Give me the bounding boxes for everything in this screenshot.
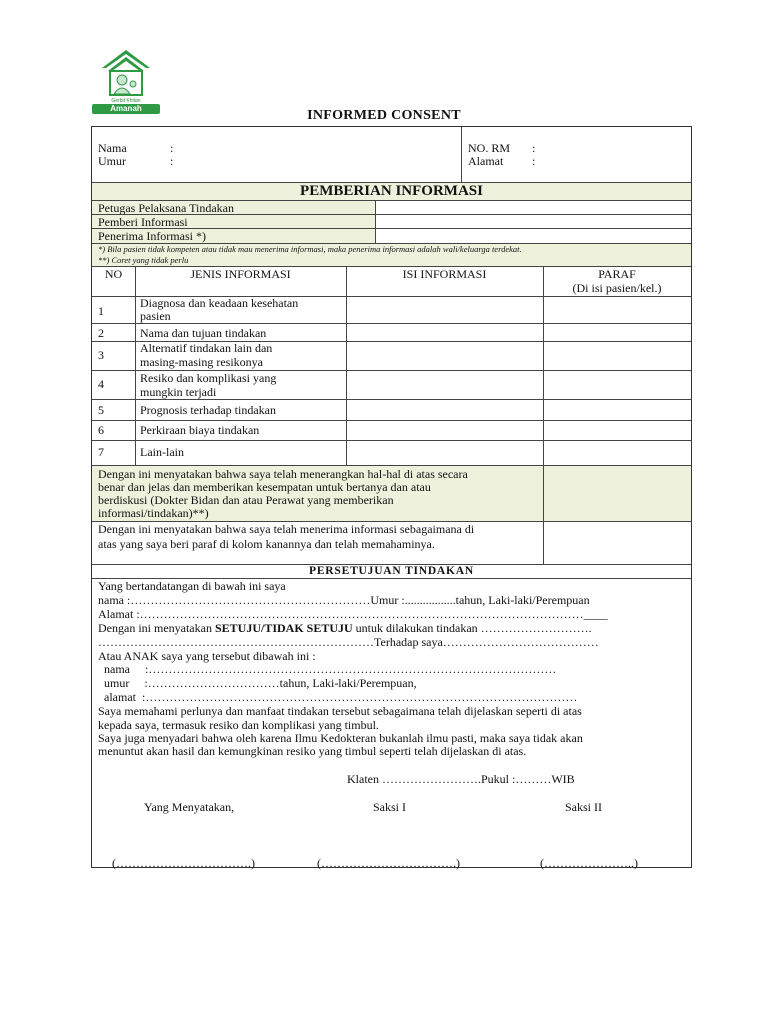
- logo-subtitle: Gerbit Khitan: [111, 98, 141, 104]
- consent-anak-umur: umur :……………………………tahun, Laki-laki/Perempuan,: [98, 676, 417, 690]
- item-3-line1: Alternatif tindakan lain dan: [140, 341, 273, 355]
- consent-setuju-line: [98, 621, 688, 635]
- statement1-line3: berdiskusi (Dokter Bidan dan atau Perawat yang memberikan: [98, 493, 394, 507]
- item-7-line1: Lain-lain: [140, 445, 184, 459]
- consent-l4a: Dengan ini menyatakan: [98, 621, 215, 635]
- sign-menyatakan: Yang Menyatakan,: [144, 800, 235, 814]
- item-3-no: 3: [98, 348, 104, 362]
- item-5-no: 5: [98, 403, 104, 417]
- statement2-line1: Dengan ini menyatakan bahwa saya telah menerima informasi sebagaimana di: [98, 522, 475, 536]
- statement1-line2: benar dan jelas dan memberikan kesempatan untuk bertanya dan atau: [98, 480, 431, 494]
- note-1: *) Bila pasien tidak kompeten atau tidak mau menerima informasi, maka penerima informasi adalah wali/keluarga terdekat.: [98, 244, 522, 254]
- statement1-line1: Dengan ini menyatakan bahwa saya telah menerangkan hal-hal di atas secara: [98, 467, 468, 481]
- umur-colon: :: [170, 154, 174, 168]
- consent-anak-nama: nama :…………………………………………………………………………………………: [98, 662, 557, 676]
- place-time: Klaten …………………….Pukul :………WIB: [347, 772, 575, 786]
- consent-nama-umur: nama :……………………………………………………Umur :.................tahun, Laki-laki/Perempuan: [98, 593, 590, 607]
- item-1-line2: pasien: [140, 309, 171, 323]
- col-paraf-sub: (Di isi pasien/kel.): [572, 281, 662, 295]
- consent-l4c: untuk dilakukan tindakan ……………………….: [352, 621, 592, 635]
- nama-label: Nama: [98, 141, 127, 155]
- info-row-penerima: Penerima Informasi *): [98, 229, 206, 243]
- blank-saksi1: (…………………………….): [317, 856, 460, 870]
- item-4-no: 4: [98, 377, 104, 391]
- item-6-no: 6: [98, 423, 104, 437]
- logo-name: Amanah: [92, 104, 160, 114]
- consent-setuju-choice: SETUJU/TIDAK SETUJU: [214, 621, 353, 635]
- norm-colon: :: [532, 141, 536, 155]
- umur-label: Umur: [98, 154, 126, 168]
- item-1-no: 1: [98, 304, 104, 318]
- item-1-line1: Diagnosa dan keadaan kesehatan: [140, 296, 299, 310]
- form-frame: [91, 126, 692, 868]
- consent-p2-line1: Saya juga menyadari bahwa oleh karena Ilmu Kedokteran bukanlah ilmu pasti, maka saya tidak akan: [98, 731, 583, 745]
- consent-p1-line2: kepada saya, termasuk resiko dan komplikasi yang timbul.: [98, 718, 379, 732]
- consent-p2-line2: menuntut akan hasil dan kemungkinan resiko yang timbul seperti telah dijelaskan di atas.: [98, 744, 527, 758]
- col-no: NO: [104, 267, 123, 281]
- sign-saksi2: Saksi II: [565, 800, 602, 814]
- consent-terhadap: ……………………………………………………………Terhadap saya…………………………………: [98, 635, 599, 649]
- info-row-petugas: Petugas Pelaksana Tindakan: [98, 201, 234, 215]
- col-isi: ISI INFORMASI: [402, 267, 487, 281]
- consent-p1-line1: Saya memahami perlunya dan manfaat tindakan tersebut sebagaimana telah dijelaskan seperti di atas: [98, 704, 582, 718]
- item-7-no: 7: [98, 445, 104, 459]
- consent-anak: Atau ANAK saya yang tersebut dibawah ini :: [98, 649, 316, 663]
- item-2-no: 2: [98, 326, 104, 340]
- consent-l1: Yang bertandatangan di bawah ini saya: [98, 579, 286, 593]
- item-4-line1: Resiko dan komplikasi yang: [140, 371, 277, 385]
- info-row-pemberi: Pemberi Informasi: [98, 215, 188, 229]
- col-paraf: PARAF: [598, 267, 636, 281]
- consent-heading: PERSETUJUAN TINDAKAN: [309, 565, 474, 577]
- blank-menyatakan: (…………………………….): [112, 856, 255, 870]
- consent-anak-alamat: alamat :………………………………………………………………………………………………: [98, 690, 578, 704]
- consent-alamat: Alamat :…………………………………………………………………………………………………____: [98, 607, 608, 621]
- item-5-line1: Prognosis terhadap tindakan: [140, 403, 276, 417]
- item-3-line2: masing-masing resikonya: [140, 355, 263, 369]
- col-jenis: JENIS INFORMASI: [190, 267, 291, 281]
- page-title: INFORMED CONSENT: [307, 108, 461, 123]
- sign-saksi1: Saksi I: [373, 800, 406, 814]
- norm-label: NO. RM: [468, 141, 511, 155]
- item-6-line1: Perkiraan biaya tindakan: [140, 423, 260, 437]
- house-logo-icon: [84, 42, 168, 98]
- alamat-label: Alamat: [468, 154, 504, 168]
- nama-colon: :: [170, 141, 174, 155]
- item-2-line1: Nama dan tujuan tindakan: [140, 326, 267, 340]
- blank-saksi2: (…………………..): [540, 856, 638, 870]
- item-4-line2: mungkin terjadi: [140, 385, 217, 399]
- note-2: **) Coret yang tidak perlu: [98, 255, 189, 265]
- info-heading: PEMBERIAN INFORMASI: [300, 183, 483, 199]
- statement1-line4: informasi/tindakan)**): [98, 506, 209, 520]
- alamat-colon: :: [532, 154, 536, 168]
- clinic-logo: [84, 42, 168, 114]
- statement2-line2: atas yang saya beri paraf di kolom kanannya dan telah memahaminya.: [98, 537, 435, 551]
